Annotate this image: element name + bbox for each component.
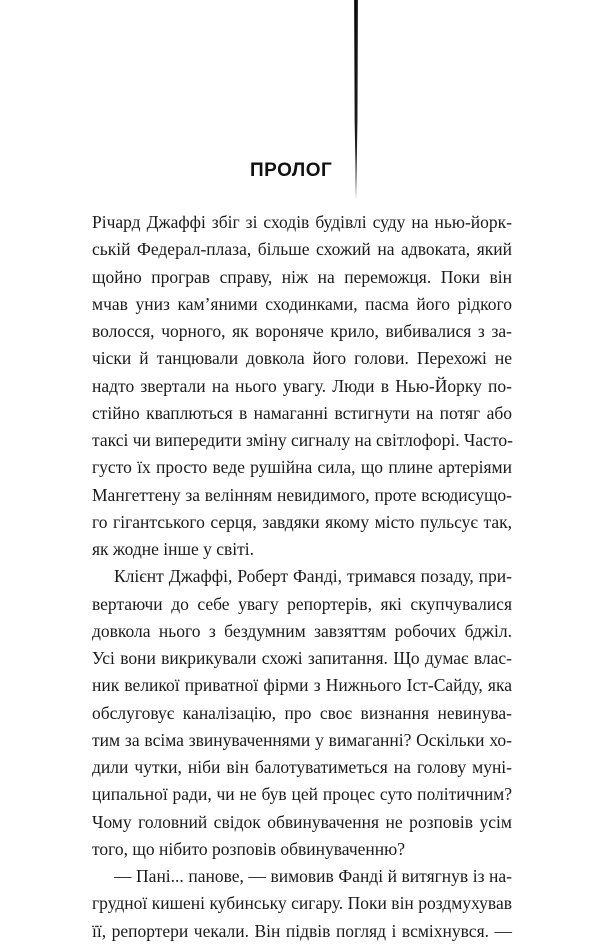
text-line: волосся, чорного, як вороняче крило, вибивалися з за-: [92, 321, 512, 341]
text-line: її, репортери чекали. Він підвів погляд і всміхнувся. —: [92, 920, 512, 941]
text-line: ник великої приватної фірми з Нижнього Іст-Сайду, яка: [92, 675, 512, 696]
brush-stroke-decoration: [351, 0, 361, 200]
text-line: довкола нього з бездумним завзяттям робочих бджіл.: [92, 620, 512, 641]
text-line: того, що нібито розповів обвинуваченню?: [92, 838, 405, 859]
text-line: Клієнт Джаффі, Роберт Фанді, тримався позаду, при-: [114, 566, 512, 587]
text-line: густо їх просто веде рушійна сила, що плине артеріями: [92, 457, 512, 478]
text-line: грудної кишені кубинську сигару. Поки він роздмухував: [92, 893, 512, 914]
text-line: надто звертали на нього увагу. Люди в Нью-Йорку по-: [92, 375, 512, 396]
body-text: [92, 209, 512, 945]
text-line: тим за всіма звинуваченнями у вимаганні? Оскільки хо-: [92, 729, 512, 750]
text-line: дили чутки, ніби він балотуватиметься на голову муні-: [92, 757, 512, 777]
text-line: — Пані... панове, — вимовив Фанді й витягнув із на-: [114, 866, 512, 886]
text-line: стійно кваплються в намаганні встигнути на потяг або: [92, 402, 512, 423]
text-line: мчав униз кам’яними сходинками, пасма його рідкого: [92, 293, 512, 314]
text-line: Усі вони викрикували схожі запитання. Що думає влас-: [92, 648, 512, 668]
text-line: Мангеттену за велінням невидимого, проте всюдисущо-: [92, 484, 512, 505]
text-line: вертаючи до себе увагу репортерів, які скупчувалися: [92, 593, 512, 614]
text-line: як жодне інше у світі.: [92, 539, 254, 559]
paragraph: [92, 563, 512, 863]
text-line: Чому головний свідок обвинувачення не розповів усім: [92, 811, 512, 832]
text-line: ципальної ради, чи не був цей процес суто політичним?: [92, 784, 512, 805]
text-line: ській Федерал-плаза, більше схожий на адвоката, який: [92, 239, 512, 260]
paragraph: [92, 863, 512, 945]
paragraph: [92, 209, 512, 563]
text-line: Річард Джаффі збіг зі сходів будівлі суду на нью-йорк-: [92, 212, 512, 232]
text-line: обслуговує каналізацію, про своє визнання невинува-: [92, 702, 512, 723]
text-line: го гігантського серця, завдяки якому місто пульсує так,: [92, 511, 512, 532]
chapter-title: ПРОЛОГ: [250, 160, 333, 181]
text-line: чіски й танцювали довкола його голови. Перехожі не: [92, 348, 512, 369]
text-line: щойно програв справу, ніж на переможця. Поки він: [92, 266, 512, 287]
text-line: таксі чи випередити зміну сигналу на світлофорі. Часто-: [92, 430, 513, 450]
